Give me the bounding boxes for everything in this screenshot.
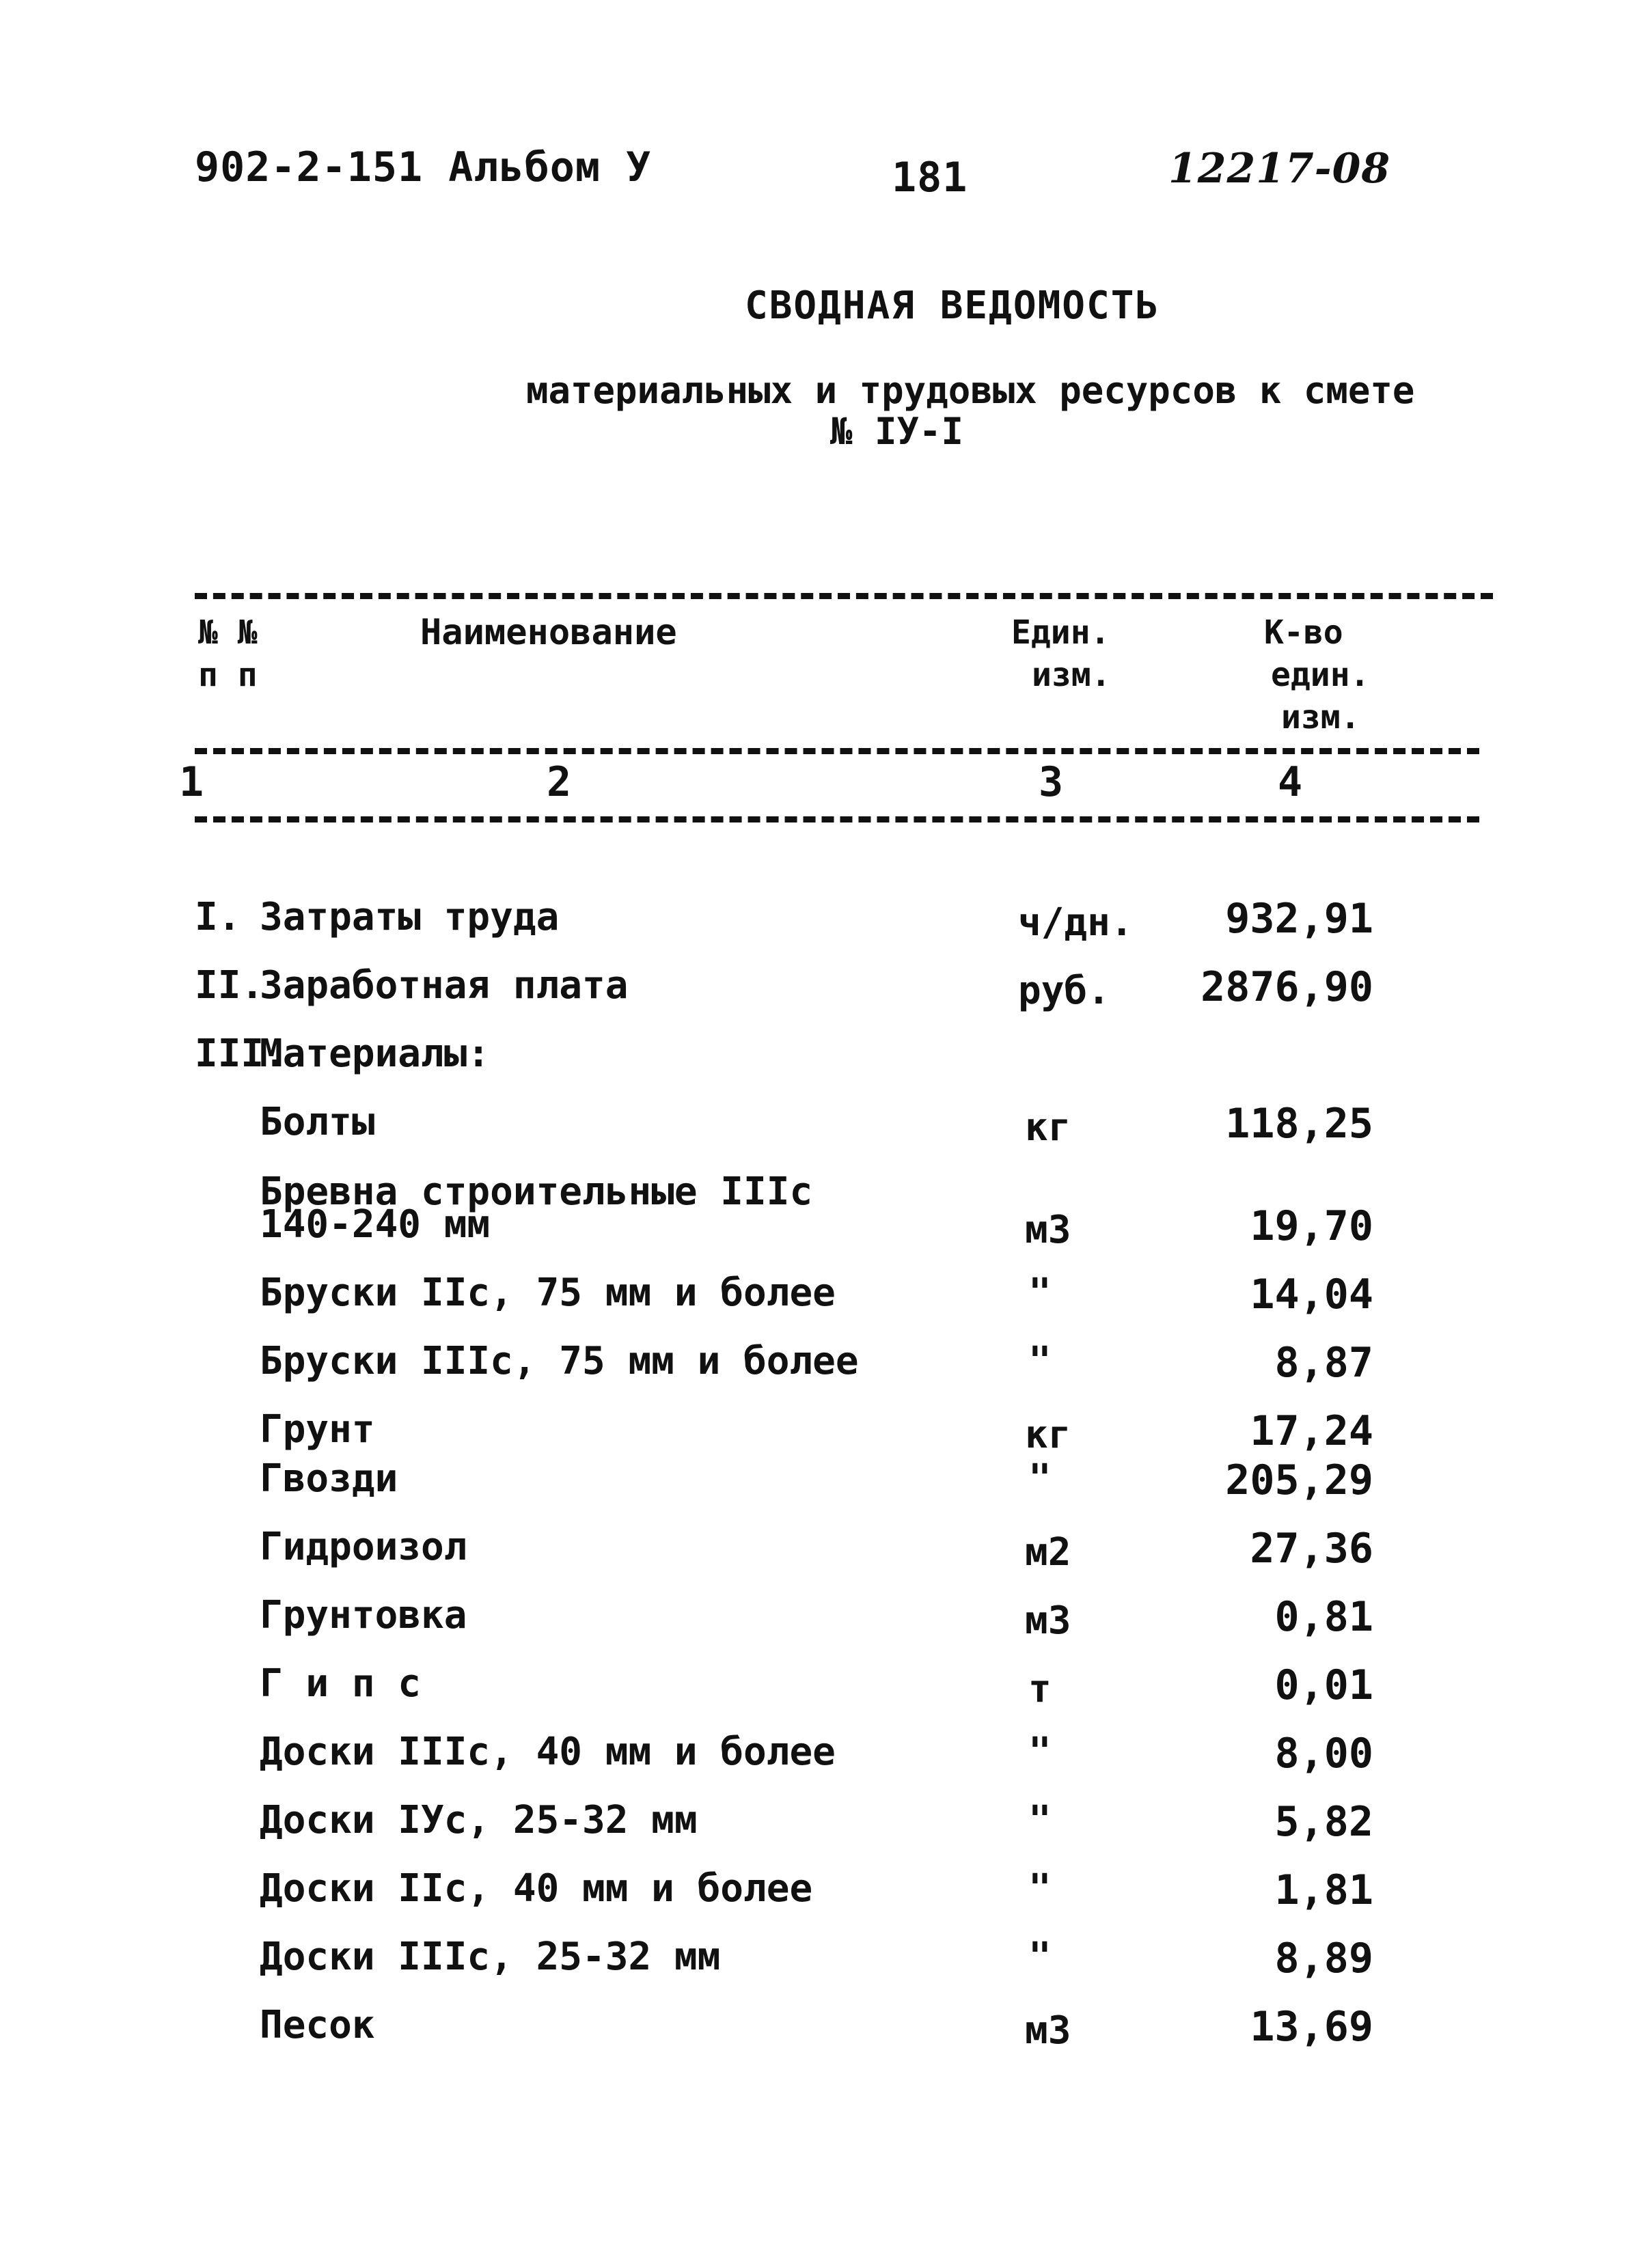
row-name: Затраты труда [260,895,560,939]
document-title: СВОДНАЯ ВЕДОМОСТЬ [745,284,1160,328]
row-quantity: 8,89 [1274,1935,1373,1982]
row-name: Доски IIIс, 40 мм и более [260,1730,836,1774]
handwritten-reference: 12217-08 [1168,145,1391,193]
column-number-1: 1 [179,758,204,806]
row-unit: кг [1025,1105,1071,1150]
row-name: Заработная плата [260,963,629,1008]
row-name: Грунтовка [260,1593,467,1637]
row-quantity: 17,24 [1250,1407,1373,1455]
row-unit: " [1028,1271,1052,1315]
column-number-2: 2 [547,758,572,806]
row-quantity: 0,01 [1274,1661,1373,1709]
row-number: III. [195,1032,287,1076]
row-quantity: 8,00 [1274,1730,1373,1778]
col-header-name: Наименование [420,612,677,653]
row-unit: ч/дн. [1018,900,1134,945]
row-name: Песок [260,2003,375,2047]
row-quantity: 932,91 [1225,895,1373,943]
row-unit: " [1028,1339,1052,1383]
row-number: I. [195,895,241,939]
document-subtitle-line2: № IУ-I [830,410,964,453]
col-header-num: № № п п [198,613,258,694]
row-unit: м3 [1025,1599,1071,1643]
row-quantity: 2876,90 [1201,963,1373,1011]
page-number: 181 [892,154,968,202]
row-name: Бруски IIс, 75 мм и более [260,1271,836,1315]
row-unit: " [1028,1798,1052,1842]
row-name: Болты [260,1100,375,1144]
row-quantity: 27,36 [1250,1525,1373,1573]
row-name: Доски IIIс, 25-32 мм [260,1935,721,1979]
row-name: Доски IIс, 40 мм и более [260,1866,813,1911]
document-code: 902-2-151 Альбом У [195,143,652,191]
column-number-3: 3 [1039,758,1064,806]
row-name: Бруски IIIс, 75 мм и более [260,1339,859,1383]
row-unit: т [1028,1667,1052,1711]
table-top-rule [195,593,1493,599]
row-quantity: 1,81 [1274,1866,1373,1914]
row-quantity: 14,04 [1250,1271,1373,1318]
column-number-4: 4 [1278,758,1303,806]
document-subtitle-line1: материальных и трудовых ресурсов к смете [526,369,1415,412]
row-name: Гвозди [260,1456,398,1501]
row-quantity: 205,29 [1225,1456,1373,1504]
row-quantity: 13,69 [1250,2003,1373,2051]
row-name: Г и п с [260,1661,422,1706]
row-quantity: 5,82 [1274,1798,1373,1846]
row-name: Грунт [260,1407,375,1452]
row-name-continued: 140-240 мм [260,1202,491,1247]
row-unit: руб. [1018,969,1110,1013]
row-unit: " [1028,1866,1052,1911]
row-unit: " [1028,1730,1052,1774]
row-quantity: 0,81 [1274,1593,1373,1641]
row-name: Материалы: [260,1032,491,1076]
row-unit: м3 [1025,1208,1071,1252]
row-number: II. [195,963,264,1008]
table-header-rule [195,748,1479,754]
row-unit: " [1028,1456,1052,1501]
table-columns-rule [195,816,1479,822]
col-header-unit: Един. изм. [1011,613,1111,694]
row-name: Доски IУс, 25-32 мм [260,1798,698,1842]
row-unit: м3 [1025,2008,1071,2053]
row-name: Гидроизол [260,1525,467,1569]
row-quantity: 8,87 [1274,1339,1373,1387]
row-quantity: 118,25 [1225,1100,1373,1148]
row-unit: кг [1025,1413,1071,1457]
row-unit: " [1028,1935,1052,1979]
row-name: Бревна строительные IIIс [260,1170,813,1214]
row-quantity: 19,70 [1250,1202,1373,1250]
row-unit: м2 [1025,1530,1071,1575]
col-header-qty: К-во един. изм. [1264,613,1370,736]
